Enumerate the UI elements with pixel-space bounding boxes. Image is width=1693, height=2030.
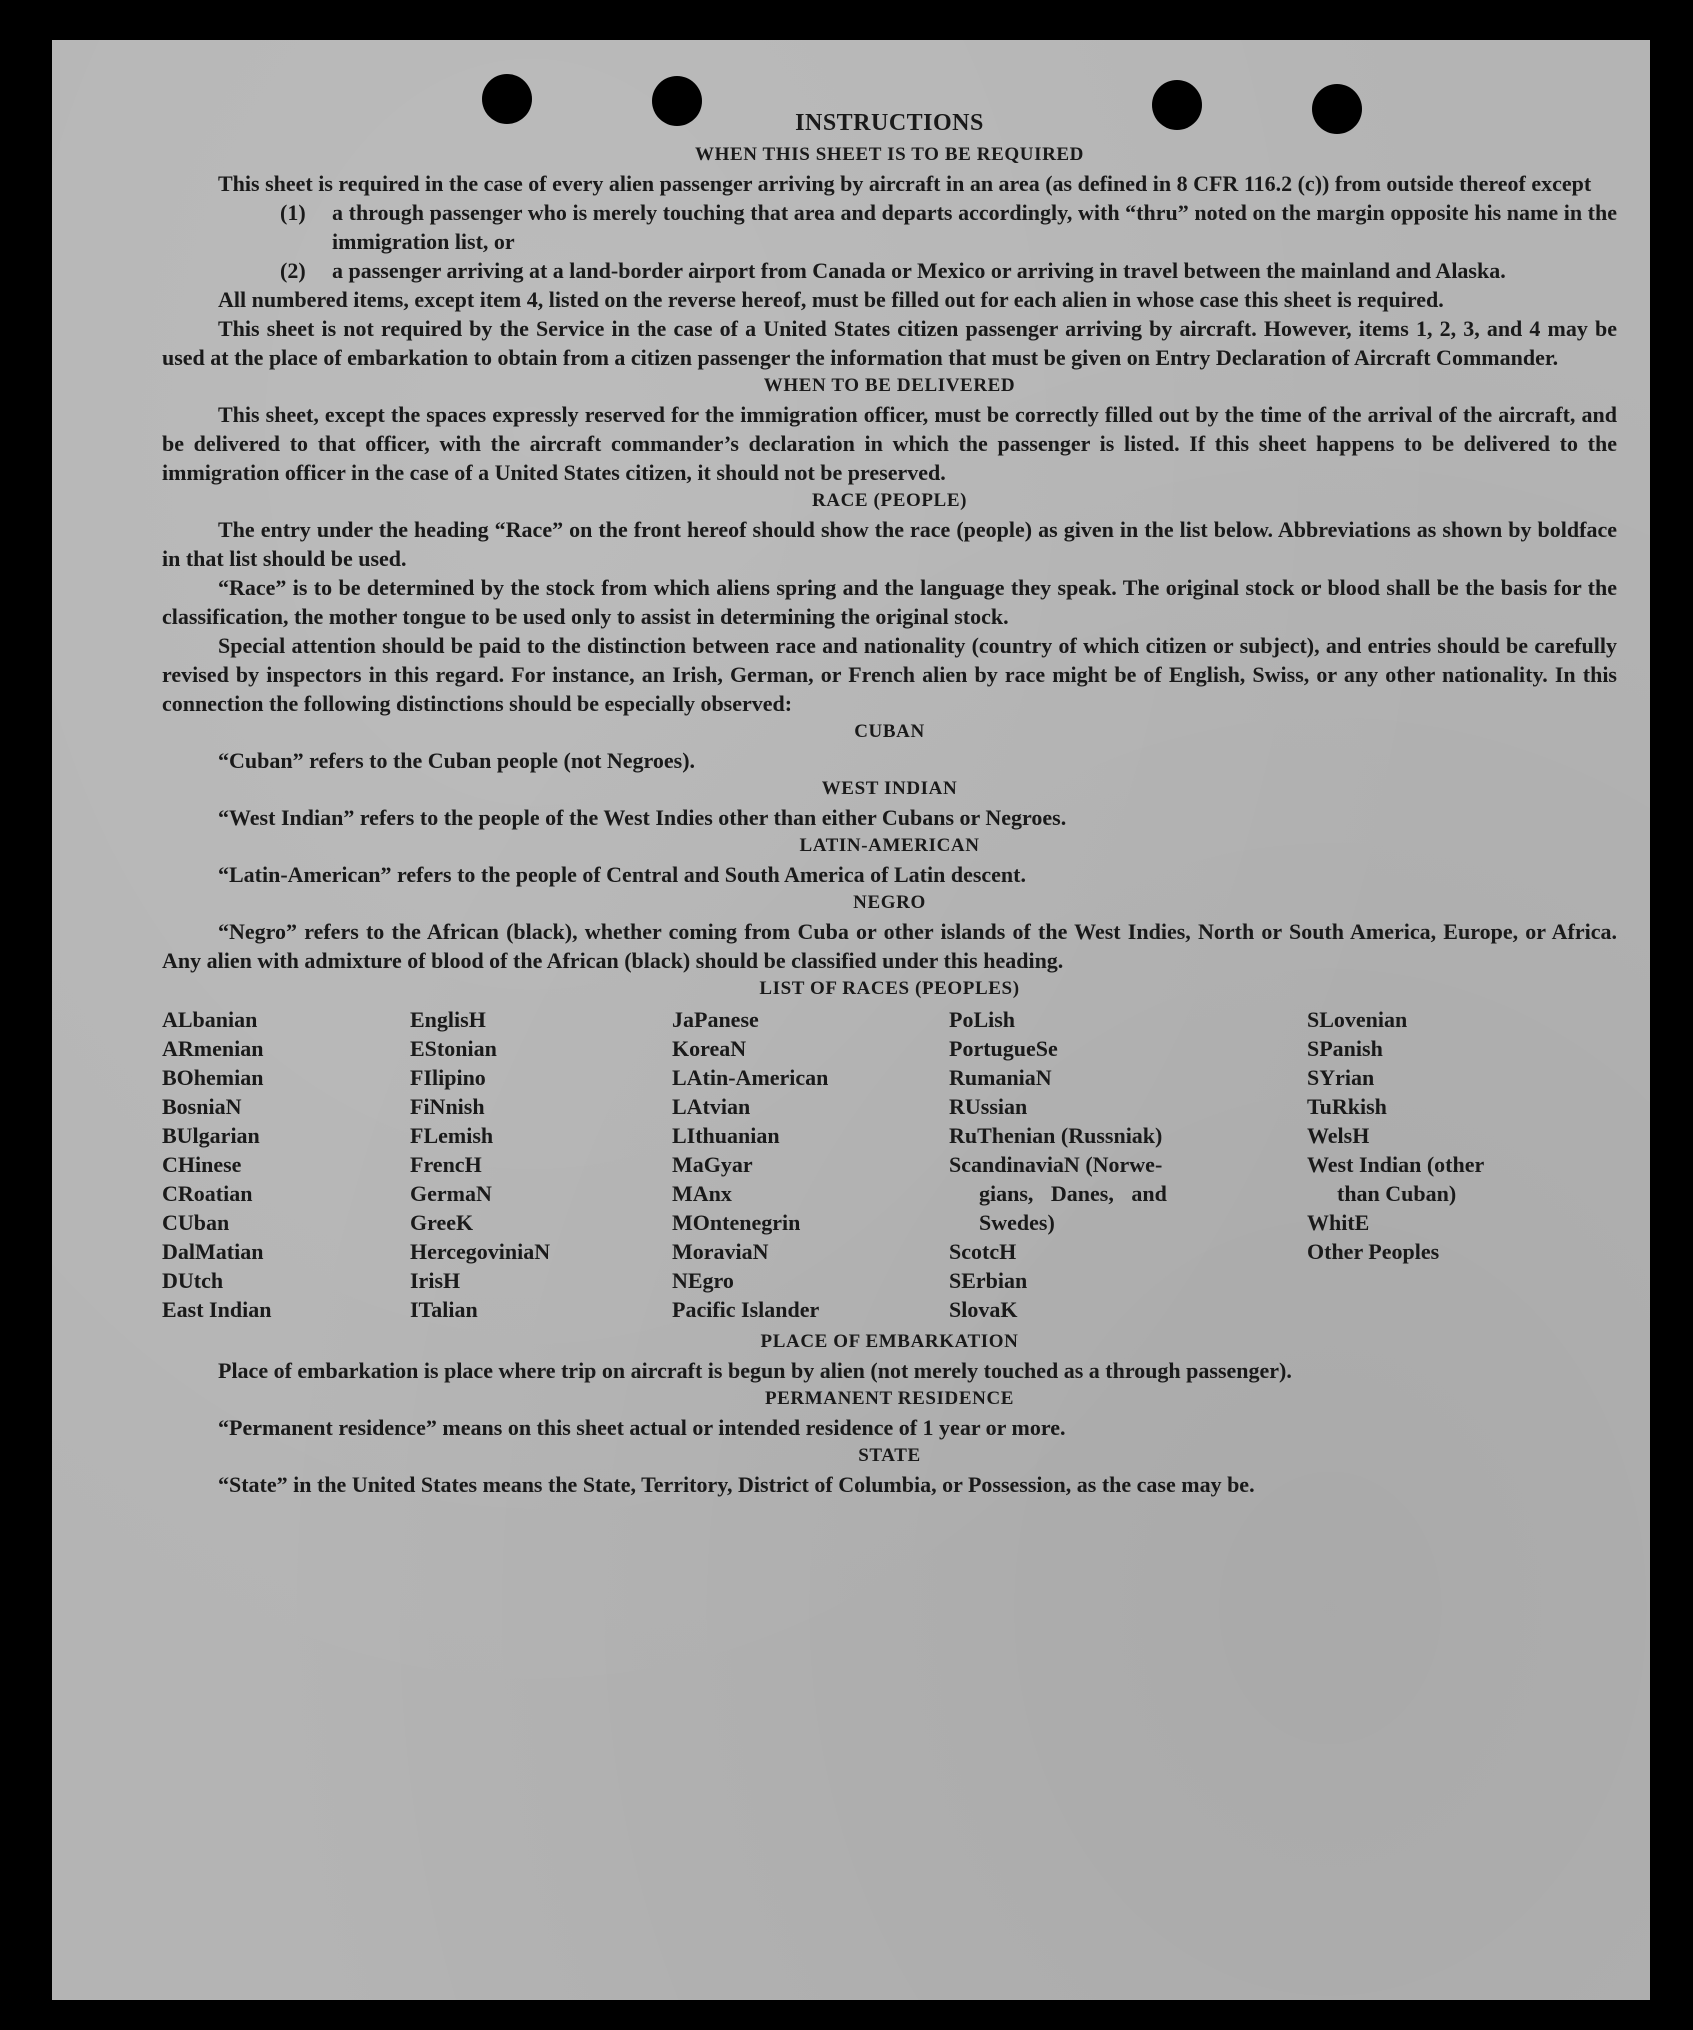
race-entry: SLovenian	[1307, 1007, 1408, 1032]
race-entry: ALbanian	[162, 1007, 258, 1032]
page-title: INSTRUCTIONS	[795, 110, 984, 136]
race-entry: CHinese	[162, 1152, 242, 1177]
race-entry: West Indian (other	[1307, 1152, 1485, 1177]
document-sheet	[52, 40, 1650, 2000]
race-entry: GreeK	[410, 1210, 474, 1235]
race-entry: HercegoviniaN	[410, 1239, 551, 1264]
race-entry: NEgro	[672, 1268, 734, 1293]
race-entry: East Indian	[162, 1297, 272, 1322]
paragraph: “Cuban” refers to the Cuban people (not Negroes).	[218, 748, 696, 773]
paragraph: Place of embarkation is place where trip on aircraft is begun by alien (not merely touched as a through passenger).	[218, 1358, 1292, 1383]
paragraph: Special attention should be paid to the distinction between race and nationality (country of which citizen or subject), and entries should be carefully revised by inspectors in this regard. For instance, an Irish, German, or French alien by race might be of English, Swiss, or any other nationality. In this connection the following distinctions should be especially observed:	[162, 633, 1617, 716]
section-heading: PERMANENT RESIDENCE	[764, 1388, 1015, 1409]
section-heading: WHEN TO BE DELIVERED	[763, 375, 1016, 396]
race-entry: RumaniaN	[949, 1065, 1052, 1090]
race-entry: WhitE	[1307, 1210, 1370, 1235]
race-entry: CRoatian	[162, 1181, 253, 1206]
section-heading: STATE	[858, 1445, 921, 1466]
race-entry: WelsH	[1307, 1123, 1370, 1148]
race-entry: FrencH	[410, 1152, 482, 1177]
race-entry: than Cuban)	[1337, 1181, 1457, 1206]
race-entry: ARmenian	[162, 1036, 264, 1061]
section-heading: WHEN THIS SHEET IS TO BE REQUIRED	[694, 144, 1085, 165]
race-entry: RUssian	[949, 1094, 1028, 1119]
item-text: a through passenger who is merely touching that area and departs accordingly, with “thru” noted on the margin opposite his name in the immigration list, or	[332, 200, 1617, 254]
race-entry: BosniaN	[162, 1094, 242, 1119]
race-column	[949, 1005, 1307, 1324]
race-entry: MaGyar	[672, 1152, 753, 1177]
race-entry: MAnx	[672, 1181, 732, 1206]
race-entry: RuThenian (Russniak)	[949, 1123, 1163, 1148]
race-entry: MOntenegrin	[672, 1210, 801, 1235]
exception-item	[162, 256, 1617, 285]
race-entry: FLemish	[410, 1123, 494, 1148]
race-entry: IrisH	[410, 1268, 461, 1293]
paragraph: “Race” is to be determined by the stock from which aliens spring and the language they speak. The original stock or blood shall be the basis for the classification, the mother tongue to be used only to assist in determining the original stock.	[162, 575, 1617, 629]
race-column	[162, 1005, 410, 1324]
race-entry: BOhemian	[162, 1065, 264, 1090]
paragraph: This sheet, except the spaces expressly reserved for the immigration officer, must be correctly filled out by the time of the arrival of the aircraft, and be delivered to that officer, with the aircraft commander’s declaration in which the passenger is listed. If this sheet happens to be delivered to the immigration officer in the case of a United States citizen, it should not be preserved.	[162, 402, 1617, 485]
race-list	[162, 1005, 1617, 1324]
race-entry: DalMatian	[162, 1239, 264, 1264]
race-entry: TuRkish	[1307, 1094, 1387, 1119]
race-entry: ITalian	[410, 1297, 478, 1322]
race-entry: LAtvian	[672, 1094, 751, 1119]
race-entry: JaPanese	[672, 1007, 759, 1032]
section-heading: WEST INDIAN	[821, 778, 958, 799]
race-entry: ScandinaviaN (Norwe-	[949, 1152, 1163, 1177]
race-entry: DUtch	[162, 1268, 224, 1293]
race-entry: LAtin-American	[672, 1065, 829, 1090]
race-entry: LIthuanian	[672, 1123, 780, 1148]
race-entry: KoreaN	[672, 1036, 747, 1061]
paragraph: “West Indian” refers to the people of the West Indies other than either Cubans or Negroes.	[218, 805, 1067, 830]
exception-item	[162, 198, 1617, 256]
item-text: a passenger arriving at a land-border airport from Canada or Mexico or arriving in travel between the mainland and Alaska.	[332, 258, 1506, 283]
section-heading: NEGRO	[853, 892, 926, 913]
race-entry: CUban	[162, 1210, 230, 1235]
race-entry: BUlgarian	[162, 1123, 260, 1148]
paragraph: All numbered items, except item 4, listed on the reverse hereof, must be filled out for each alien in whose case this sheet is required.	[218, 287, 1444, 312]
race-entry: Other Peoples	[1307, 1239, 1440, 1264]
paragraph: “Negro” refers to the African (black), whether coming from Cuba or other islands of the West Indies, North or South America, Europe, or Africa. Any alien with admixture of blood of the African (black) should be classified under this heading.	[162, 919, 1617, 973]
race-entry: EnglisH	[410, 1007, 486, 1032]
race-entry: ScotcH	[949, 1239, 1017, 1264]
race-entry: MoraviaN	[672, 1239, 769, 1264]
race-entry: SPanish	[1307, 1036, 1383, 1061]
paragraph: “Permanent residence” means on this sheet actual or intended residence of 1 year or more.	[218, 1415, 1066, 1440]
race-entry: GermaN	[410, 1181, 492, 1206]
section-heading: PLACE OF EMBARKATION	[760, 1331, 1019, 1352]
race-column	[672, 1005, 949, 1324]
race-entry: Pacific Islander	[672, 1297, 820, 1322]
section-heading: RACE (PEOPLE)	[811, 490, 968, 511]
race-entry: FIlipino	[410, 1065, 486, 1090]
race-column	[410, 1005, 672, 1324]
race-entry: Swedes)	[979, 1210, 1055, 1235]
paragraph: The entry under the heading “Race” on the front hereof should show the race (people) as given in the list below. Abbreviations as shown by boldface in that list should be used.	[162, 517, 1617, 571]
instructions-content	[162, 110, 1617, 1499]
item-number: (2)	[280, 258, 306, 283]
paragraph: This sheet is not required by the Service in the case of a United States citizen passenger arriving by aircraft. However, items 1, 2, 3, and 4 may be used at the place of embarkation to obtain from a citizen passenger the information that must be given on Entry Declaration of Aircraft Commander.	[162, 316, 1617, 370]
item-number: (1)	[280, 200, 306, 225]
section-heading: CUBAN	[854, 721, 925, 742]
race-entry: PortugueSe	[949, 1036, 1058, 1061]
section-heading: LIST OF RACES (PEOPLES)	[759, 978, 1020, 999]
paragraph: “Latin-American” refers to the people of Central and South America of Latin descent.	[218, 862, 1026, 887]
paragraph: “State” in the United States means the State, Territory, District of Columbia, or Possession, as the case may be.	[218, 1472, 1255, 1497]
race-entry: EStonian	[410, 1036, 497, 1061]
race-entry: PoLish	[949, 1007, 1016, 1032]
race-entry: gians, Danes, and	[979, 1181, 1167, 1206]
paragraph: This sheet is required in the case of every alien passenger arriving by aircraft in an area (as defined in 8 CFR 116.2 (c)) from outside thereof except	[218, 171, 1592, 196]
race-column	[1307, 1005, 1607, 1324]
race-entry: SErbian	[949, 1268, 1028, 1293]
race-entry: FiNnish	[410, 1094, 485, 1119]
section-heading: LATIN-AMERICAN	[799, 835, 980, 856]
race-entry: SlovaK	[949, 1297, 1018, 1322]
race-entry: SYrian	[1307, 1065, 1375, 1090]
